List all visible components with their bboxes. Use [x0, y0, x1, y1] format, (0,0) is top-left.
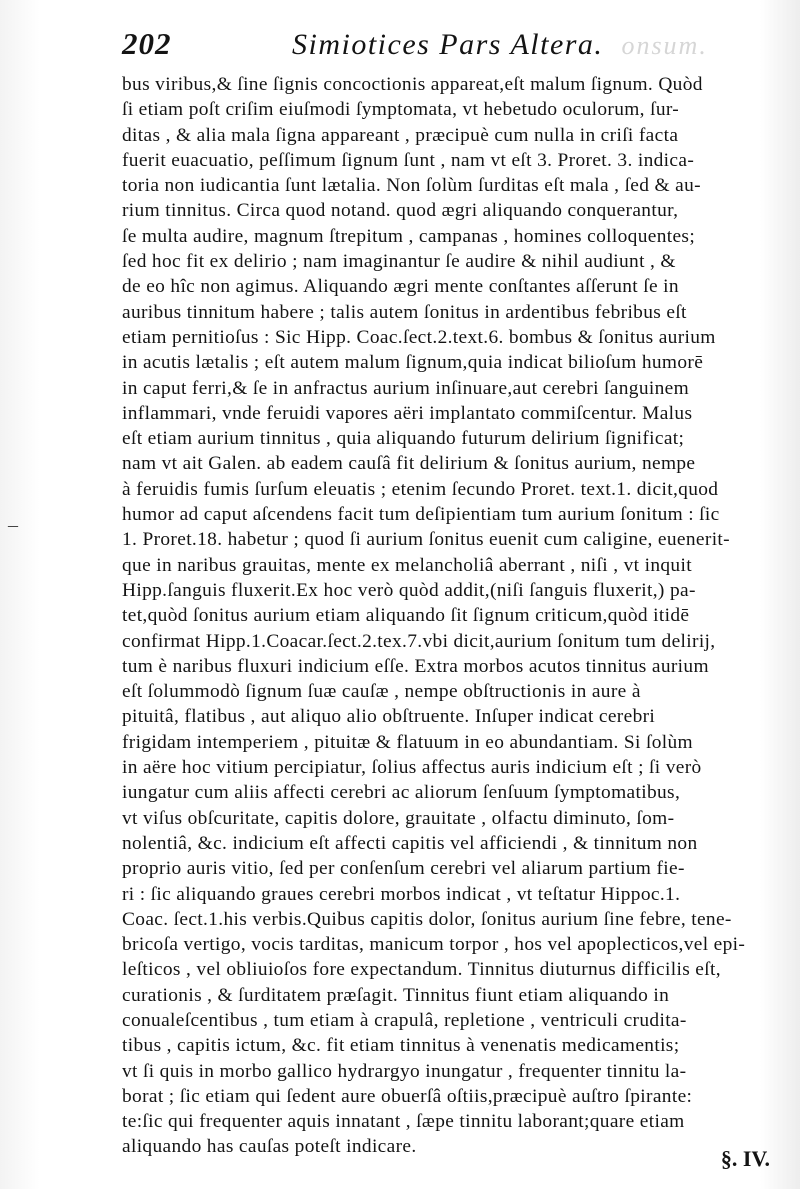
- text-line: nam vt ait Galen. ab eadem cauſâ fit delirium & ſonitus aurium, nempe: [122, 453, 696, 475]
- text-line: bus viribus,& ſine ſignis concoctionis appareat,eſt malum ſignum. Quòd: [122, 74, 703, 95]
- text-line: vt ſi quis in morbo gallico hydrargyo inungatur , frequenter tinnitu la-: [122, 1060, 687, 1082]
- running-title: Simiotices Pars Altera.: [292, 28, 604, 61]
- text-line: Hipp.ſanguis fluxerit.Ex hoc verò quòd addit,(niſi ſanguis fluxerit,) pa-: [122, 579, 696, 601]
- text-line: ri : ſic aliquando graues cerebri morbos indicat , vt teſtatur Hippoc.1.: [122, 883, 681, 905]
- text-line: ſi etiam poſt criſim eiuſmodi ſymptomata, vt hebetudo oculorum, ſur-: [122, 99, 680, 121]
- text-line: te:ſic qui frequenter aquis innatant , ſæpe tinnitu laborant;quare etiam: [122, 1111, 685, 1133]
- text-line: bricoſa vertigo, vocis tarditas, manicum torpor , hos vel apoplecticos,vel epi-: [122, 934, 746, 956]
- text-line: auribus tinnitum habere ; talis autem ſonitus in ardentibus febribus eſt: [122, 301, 687, 323]
- catchword: §. IV.: [720, 1146, 770, 1171]
- text-line: etiam pernitioſus : Sic Hipp. Coac.ſect.2.text.6. bombus & ſonitus aurium: [122, 326, 716, 348]
- text-line: borat ; ſic etiam qui ſedent aure obuerſâ oſtiis,præcipuè auſtro ſpirante:: [122, 1085, 693, 1107]
- text-line: toria non iudicantia ſunt lætalia. Non ſolùm ſurditas eſt mala , ſed & au-: [122, 175, 701, 197]
- text-line: à feruidis fumis ſurſum eleuatis ; etenim ſecundo Proret. text.1. dicit,quod: [122, 478, 719, 500]
- text-line: proprio auris vitio, ſed per conſenſum cerebri vel aliarum partium fie-: [122, 858, 685, 880]
- bleed-through-text: onsum.: [621, 31, 708, 60]
- page-header: [122, 26, 776, 72]
- page-number: 202: [122, 26, 172, 61]
- text-line: ditas , & alia mala ſigna appareant , præcipuè cum nulla in criſi facta: [122, 124, 679, 146]
- text-line: nolentiâ, &c. indicium eſt affecti capitis vel afficiendi , & tinnitum non: [122, 832, 698, 854]
- text-line: fuerit euacuatio, peſſimum ſignum ſunt , nam vt eſt 3. Proret. 3. indica-: [122, 149, 695, 171]
- text-line: ſed hoc fit ex delirio ; nam imaginantur ſe audire & nihil audiunt , &: [122, 251, 676, 273]
- text-line: eſt etiam aurium tinnitus , quia aliquando futurum delirium ſignificat;: [122, 428, 685, 450]
- text-line: vt viſus obſcuritate, capitis dolore, grauitate , olfactu diminuto, ſom-: [122, 807, 675, 829]
- text-line: in acutis lætalis ; eſt autem malum ſignum,quia indicat bilioſum humorē: [122, 352, 704, 374]
- text-line: in caput ferri,& ſe in anfractus aurium inſinuare,aut cerebri ſanguinem: [122, 377, 690, 399]
- text-line: ſe multa audire, magnum ſtrepitum , campanas , homines colloquentes;: [122, 225, 696, 247]
- text-line: iungatur cum aliis affecti cerebri ac aliorum ſenſuum ſymptomatibus,: [122, 782, 681, 804]
- text-line: 1. Proret.18. habetur ; quod ſi aurium ſonitus euenit cum caligine, euenerit-: [122, 529, 730, 551]
- text-line: tibus , capitis ictum, &c. fit etiam tinnitus à venenatis medicamentis;: [122, 1035, 680, 1057]
- text-line: curationis , & ſurditatem præſagit. Tinnitus fiunt etiam aliquando in: [122, 984, 670, 1006]
- text-line: que in naribus grauitas, mente ex melancholiâ aberrant , niſi , vt inquit: [122, 554, 692, 576]
- text-line: confirmat Hipp.1.Coacar.ſect.2.tex.7.vbi dicit,aurium ſonitum tum delirij,: [122, 630, 716, 652]
- text-line: conualeſcentibus , tum etiam à crapulâ, repletione , ventriculi crudita-: [122, 1009, 687, 1031]
- text-line: rium tinnitus. Circa quod notand. quod ægri aliquando conquerantur,: [122, 200, 679, 222]
- text-line: pituitâ, flatibus , aut aliquo alio obſtruente. Inſuper indicat cerebri: [122, 706, 656, 728]
- text-line: humor ad caput aſcendens facit tum deſipientiam tum aurium ſonitum : ſic: [122, 504, 720, 526]
- text-line: tet,quòd ſonitus aurium etiam aliquando ſit ſignum criticum,quòd itidē: [122, 605, 690, 627]
- text-line: leſticos , vel obliuioſos fore expectandum. Tinnitus diuturnus difficilis eſt,: [122, 959, 721, 981]
- text-line: eſt ſolummodò ſignum ſuæ cauſæ , nempe obſtructionis in aure à: [122, 681, 641, 703]
- text-line: tum è naribus fluxuri indicium eſſe. Extra morbos acutos tinnitus aurium: [122, 655, 709, 677]
- text-line: frigidam intemperiem , pituitæ & flatuum in eo abundantiam. Si ſolùm: [122, 731, 693, 753]
- margin-dash: –: [8, 514, 18, 536]
- text-line: in aëre hoc vitium percipiatur, ſolius affectus auris indicium eſt ; ſi verò: [122, 757, 702, 779]
- body-text: [122, 72, 772, 1160]
- text-line: aliquando has cauſas poteſt indicare.: [122, 1136, 417, 1158]
- text-line: Coac. ſect.1.his verbis.Quibus capitis dolor, ſonitus aurium ſine febre, tene-: [122, 908, 732, 930]
- text-line: inflammari, vnde feruidi vapores aëri implantato commiſcentur. Malus: [122, 402, 693, 424]
- text-line: de eo hîc non agimus. Aliquando ægri mente conſtantes aſſerunt ſe in: [122, 276, 679, 298]
